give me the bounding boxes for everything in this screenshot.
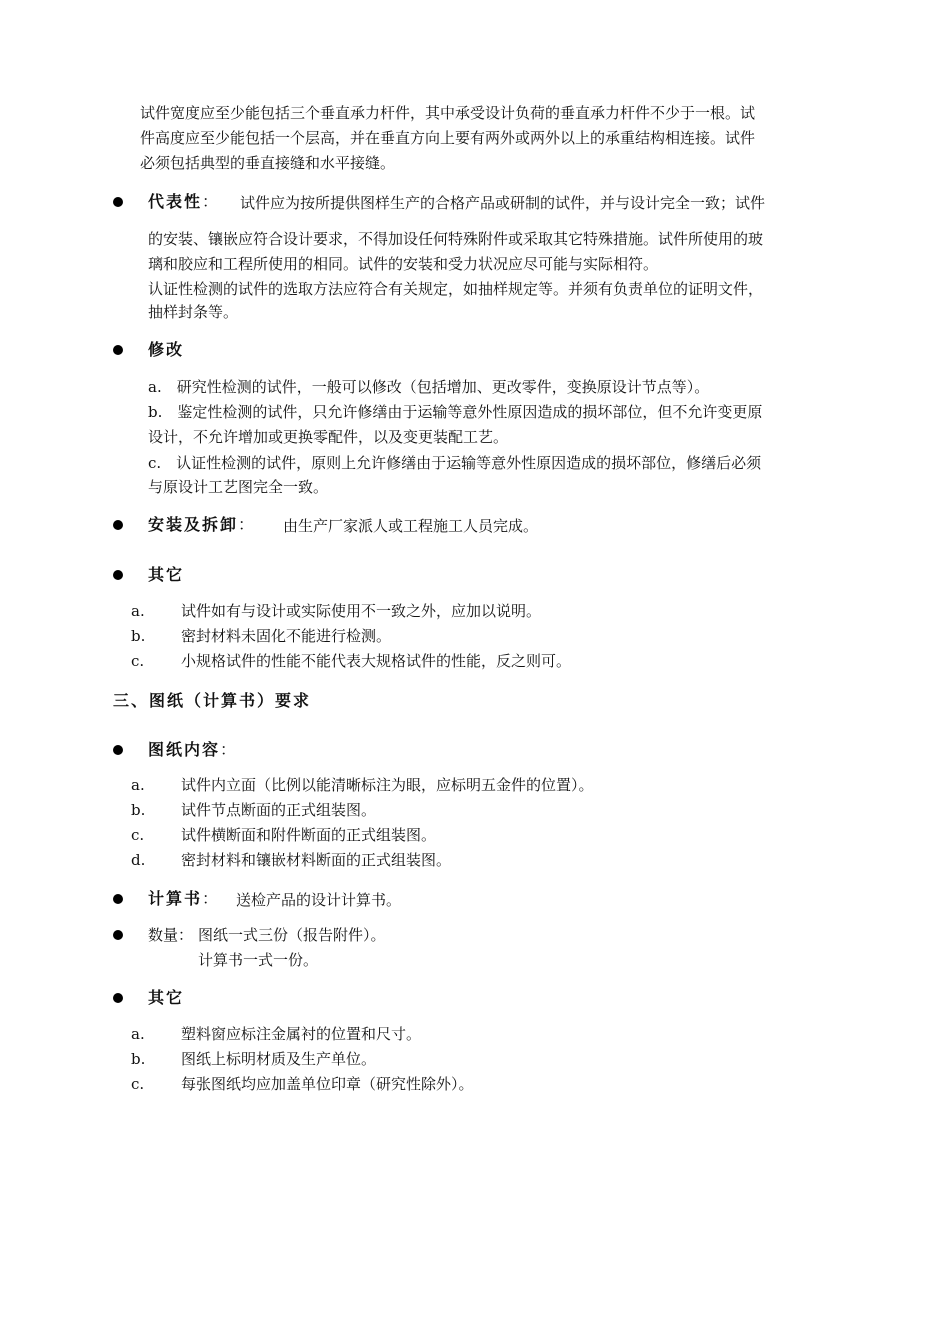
list-item-cont: 设计，不允许增加或更换零配件，以及变更装配工艺。 [148, 428, 509, 446]
paragraph-line: 送检产品的设计计算书。 [236, 891, 402, 909]
list-marker: c. [131, 1075, 145, 1093]
list-item: 小规格试件的性能不能代表大规格试件的性能，反之则可。 [181, 652, 572, 670]
paragraph-line: 认证性检测的试件的选取方法应符合有关规定，如抽样规定等。并须有负责单位的证明文件， [148, 280, 764, 298]
other-heading [148, 563, 184, 587]
drawing-content-heading [148, 738, 236, 762]
intro-line: 必须包括典型的垂直接缝和水平接缝。 [140, 154, 396, 172]
bullet-icon [113, 894, 123, 904]
list-item-cont: 与原设计工艺图完全一致。 [148, 478, 329, 496]
bullet-icon [113, 745, 123, 755]
intro-line: 件高度应至少能包括一个层高，并在垂直方向上要有两外或两外以上的承重结构相连接。试件 [140, 129, 756, 147]
paragraph-line: 由生产厂家派人或工程施工人员完成。 [283, 517, 539, 535]
list-item: 每张图纸均应加盖单位印章（研究性除外）。 [181, 1075, 474, 1093]
paragraph-line: 试件应为按所提供图样生产的合格产品或研制的试件，并与设计完全一致；试件 [240, 194, 766, 212]
list-item: 密封材料和镶嵌材料断面的正式组装图。 [181, 851, 452, 869]
quantity-line: 计算书一式一份。 [198, 951, 319, 969]
bullet-icon [113, 345, 123, 355]
bullet-icon [113, 930, 123, 940]
heading-label: 其它 [148, 565, 185, 584]
list-item: 密封材料未固化不能进行检测。 [181, 627, 392, 645]
quantity-label: 数量： [148, 926, 194, 944]
list-marker: a. [131, 776, 145, 794]
list-marker: a. [131, 602, 145, 620]
list-marker: b. [131, 1050, 146, 1068]
heading-colon: ： [238, 515, 255, 534]
list-item: 试件内立面（比例以能清晰标注为眼，应标明五金件的位置）。 [181, 776, 594, 794]
list-item: c. 认证性检测的试件，原则上允许修缮由于运输等意外性原因造成的损坏部位，修缮后必须 [148, 454, 762, 472]
heading-label: 安装及拆卸 [148, 515, 239, 534]
list-item: a. 研究性检测的试件，一般可以修改（包括增加、更改零件，变换原设计节点等）。 [148, 378, 710, 396]
list-item: 图纸上标明材质及生产单位。 [181, 1050, 377, 1068]
heading-colon: ： [202, 889, 219, 908]
list-item: 试件如有与设计或实际使用不一致之外，应加以说明。 [181, 602, 542, 620]
bullet-icon [113, 197, 123, 207]
other-heading [148, 986, 184, 1010]
heading-label: 其它 [148, 988, 185, 1007]
paragraph-line: 璃和胶应和工程所使用的相同。试件的安装和受力状况应尽可能与实际相符。 [148, 255, 659, 273]
bullet-icon [113, 570, 123, 580]
modification-heading [148, 338, 184, 362]
list-marker: b. [131, 627, 146, 645]
install-heading [148, 513, 254, 537]
heading-label: 图纸内容 [148, 740, 221, 759]
list-marker: d. [131, 851, 146, 869]
heading-label: 代表性 [148, 192, 203, 211]
list-marker: a. [131, 1025, 145, 1043]
list-marker: c. [131, 826, 145, 844]
bullet-icon [113, 993, 123, 1003]
quantity-line: 图纸一式三份（报告附件）。 [198, 926, 386, 944]
heading-label: 计算书 [148, 889, 203, 908]
paragraph-line: 的安装、镶嵌应符合设计要求，不得加设任何特殊附件或采取其它特殊措施。试件所使用的玻 [148, 230, 764, 248]
heading-colon: ： [220, 740, 237, 759]
calculation-heading [148, 887, 218, 911]
heading-label: 修改 [148, 340, 185, 359]
list-marker: b. [131, 801, 146, 819]
list-marker: c. [131, 652, 145, 670]
representativeness-heading [148, 190, 218, 214]
heading-colon: ： [202, 192, 219, 211]
intro-line: 试件宽度应至少能包括三个垂直承力杆件，其中承受设计负荷的垂直承力杆件不少于一根。试 [140, 104, 756, 122]
list-item: 试件横断面和附件断面的正式组装图。 [181, 826, 437, 844]
section-heading: 三、图纸（计算书）要求 [113, 691, 312, 710]
list-item: 塑料窗应标注金属衬的位置和尺寸。 [181, 1025, 422, 1043]
bullet-icon [113, 520, 123, 530]
list-item: b. 鉴定性检测的试件，只允许修缮由于运输等意外性原因造成的损坏部位，但不允许变更原 [148, 403, 763, 421]
paragraph-line: 抽样封条等。 [148, 303, 239, 321]
list-item: 试件节点断面的正式组装图。 [181, 801, 377, 819]
